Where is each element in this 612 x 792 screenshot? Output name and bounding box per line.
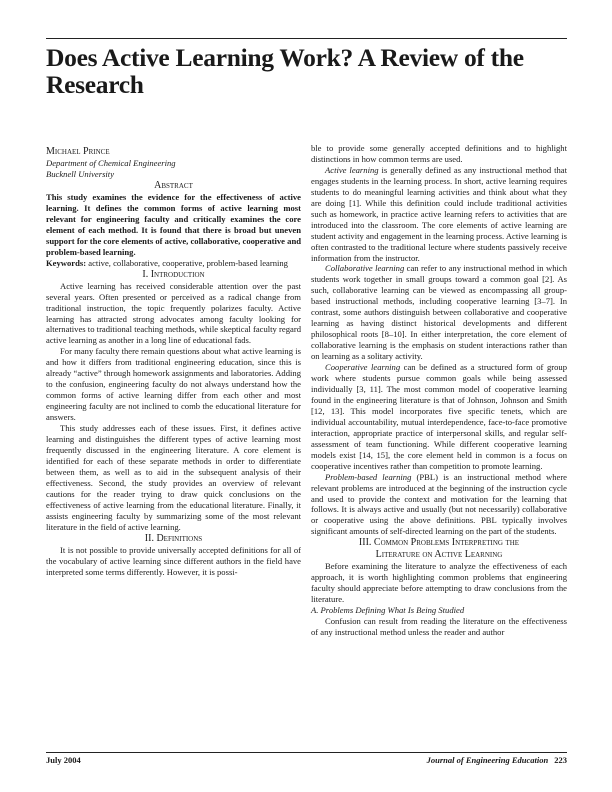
collaborative-learning-text: can refer to any instructional method in which students work together in small groups toward a common goal [2]. As such, collaborative learning can be viewed as encompassing all group-based instructional methods, including cooperative learning [3–7]. In contrast, some authors distinguish between collaborative and cooperative learning as having distinct historical developments and different philosophical roots [8–10]. In either interpretation, the core element of collaborative learning is the emphasis on student interactions rather than on learning as a solitary activity. [311,263,567,362]
collaborative-learning-term: Collaborative learning [325,263,405,274]
keywords-label: Keywords: [46,257,87,268]
article-title: Does Active Learning Work? A Review of the Research [46,43,524,99]
cooperative-learning-definition [311,362,567,472]
intro-paragraph-3: This study addresses each of these issues. First, it defines active learning and distinguishes the different types of active learning most frequently discussed in the engineering literature. A core element is identified for each of these separate methods in order to differentiate between them, as well as to aid in the subsequent analysis of their effectiveness. Second, the study provides an overview of relevant cautions for the reader trying to draw quick conclusions on the effectiveness of active learning from the educational literature. Finally, it assists engineering faculty by summarizing some of the most relevant literature in the field of active learning. [46,423,301,532]
collaborative-learning-definition [311,263,567,362]
subsection-heading: A. Problems Defining What Is Being Studied [311,605,465,616]
cooperative-learning-text: can be defined as a structured form of group work where students pursue common goals while being assessed individually [3, 11]. The most common model of cooperative learning found in the engineering literature is that of Johnson, Johnson and Smith [12, 13]. This model incorporates five specific tenets, which are individual accountability, mutual interdependence, face-to-face promotive interaction, appropriate practice of interpersonal skills, and regular self-assessment of team functioning. While different cooperative learning models exist [14, 15], the core element held in common is a focus on cooperative incentives rather than competition to promote learning. [311,362,567,471]
section3-heading-line-2: Literature on Active Learning [375,549,503,561]
section3-intro: Before examining the literature to analyze the effectiveness of each approach, it is worth highlighting common problems that engineering faculty should appreciate before attempting to draw conclusions from the literature. [311,561,567,605]
intro-paragraph-2: For many faculty there remain questions about what active learning is and how it differs from traditional engineering education, since this is already “active” through homework assignments and laboratories. Adding to the confusion, engineering faculty do not always understand how the common forms of active learning differ from each other and most engineering faculty are not inclined to comb the educational literature for answers. [46,346,301,423]
abstract-text: This study examines the evidence for the effectiveness of active learning. It defines the common forms of active learning most relevant for engineering faculty and critically examines the core element of each method. It is found that there is broad but uneven support for the core elements of active, collaborative, cooperative and problem-based learning. [46,192,301,257]
active-learning-term: Active learning [325,164,379,175]
bottom-rule [46,752,567,753]
top-rule [46,38,567,39]
active-learning-text: is generally defined as any instructional method that engages students in the learning process. In short, active learning requires students to do meaningful learning activities and think about what they are doing [1]. While this definition could include traditional activities such as homework, in practice active learning refers to activities that are introduced into the classroom. The core elements of active learning are student activity and engagement in the learning process. Active learning is often contrasted to the traditional lecture where students passively receive information from the instructor. [311,164,567,263]
subsection-text: Confusion can result from reading the literature on the effectiveness of any instructional method unless the reader and author [311,616,567,638]
abstract-heading: Abstract [154,180,193,191]
section-heading-introduction: I. Introduction [142,268,205,280]
keywords [46,258,301,269]
left-column [46,146,301,577]
author-department: Department of Chemical Engineering [46,158,176,168]
page-number: 223 [554,755,567,765]
problem-based-learning-text: (PBL) is an instructional method where relevant problems are introduced at the beginning of the instruction cycle and used to provide the context and motivation for the learning that follows. It is always active and usually (but not necessarily) collaborative or cooperative using the above definitions. PBL typically involves significant amounts of self-directed learning on the part of the students. [311,471,567,537]
definitions-paragraph-start: It is not possible to provide universally accepted definitions for all of the vocabulary of active learning since different authors in the field have interpreted some terms differently. However, it is possi- [46,544,301,577]
footer-date: July 2004 [46,755,81,765]
definitions-paragraph-continued: ble to provide some generally accepted definitions and to highlight distinctions in how common terms are used. [311,143,567,164]
section3-heading-line-1: III. Common Problems Interpreting the [358,537,520,549]
problem-based-learning-term: Problem-based learning [325,471,412,482]
keywords-list: active, collaborative, cooperative, problem-based learning [88,257,288,268]
right-column [311,143,567,638]
author-university: Bucknell University [46,169,115,179]
intro-paragraph-1: Active learning has received considerable attention over the past several years. Often presented or perceived as a radical change from traditional instruction, the topic frequently polarizes faculty. Active learning has attracted strong advocates among faculty looking for alternatives to traditional teaching methods, while skeptical faculty regard active learning as another in a long line of educational fads. [46,280,301,346]
author-name: Michael Prince [46,146,110,157]
cooperative-learning-term: Cooperative learning [325,362,401,373]
section-heading-definitions: II. Definitions [144,532,203,544]
footer-journal [427,755,567,765]
active-learning-definition [311,165,567,264]
section-heading-common-problems [311,537,567,561]
problem-based-learning-definition [311,472,567,538]
journal-name: Journal of Engineering Education [426,755,549,765]
